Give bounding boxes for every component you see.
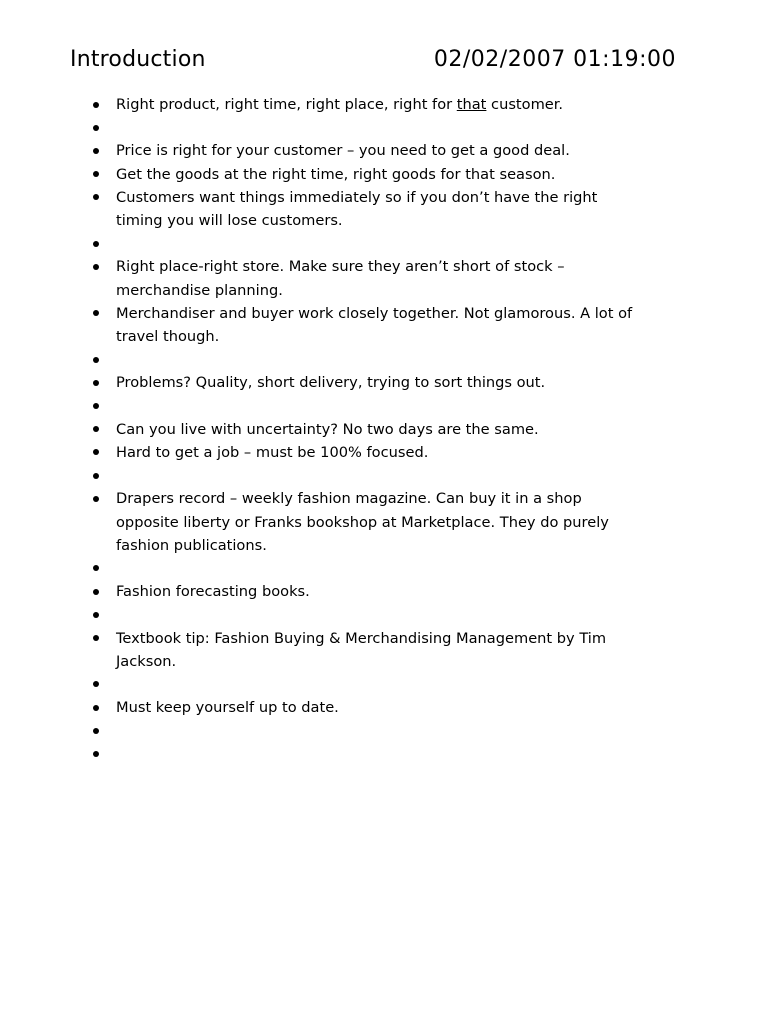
list-item-text: Drapers record – weekly fashion magazine. Can buy it in a shop opposite liberty or Franks bookshop at Marketplace. They do purely fashion publications. xyxy=(116,490,609,554)
list-item xyxy=(90,696,680,719)
bullet-icon xyxy=(93,473,99,479)
list-item xyxy=(90,371,680,394)
list-item-text: Hard to get a job – must be 100% focused. xyxy=(116,443,429,461)
page-datetime: 02/02/2007 01:19:00 xyxy=(433,47,676,72)
bullet-icon xyxy=(93,403,99,409)
list-item xyxy=(90,302,680,348)
list-item xyxy=(90,464,680,487)
list-item xyxy=(90,673,680,696)
list-item xyxy=(90,395,680,418)
bullet-icon xyxy=(93,171,99,177)
bullet-icon xyxy=(93,705,99,711)
list-item-text: Problems? Quality, short delivery, trying to sort things out. xyxy=(116,374,546,392)
list-item xyxy=(90,255,680,301)
bullet-icon xyxy=(93,194,99,200)
list-item xyxy=(90,348,680,371)
list-item xyxy=(90,719,680,742)
list-item xyxy=(90,580,680,603)
bullet-icon xyxy=(93,102,99,108)
list-item xyxy=(90,441,680,464)
list-item xyxy=(90,603,680,626)
bullet-icon xyxy=(93,380,99,386)
page-header xyxy=(70,46,676,76)
list-item xyxy=(90,232,680,255)
bullet-icon xyxy=(93,612,99,618)
list-item xyxy=(90,139,680,162)
list-item xyxy=(90,627,680,673)
list-item-text: Merchandiser and buyer work closely together. Not glamorous. A lot of travel though. xyxy=(116,304,633,345)
list-item xyxy=(90,116,680,139)
bullet-icon xyxy=(93,148,99,154)
list-item xyxy=(90,186,680,232)
list-item xyxy=(90,743,680,766)
bullet-icon xyxy=(93,310,99,316)
bullet-icon xyxy=(93,751,99,757)
bullet-icon xyxy=(93,589,99,595)
bullet-icon xyxy=(93,357,99,363)
bullet-icon xyxy=(93,565,99,571)
bullet-icon xyxy=(93,241,99,247)
bullet-icon xyxy=(93,426,99,432)
list-item-text: Must keep yourself up to date. xyxy=(116,699,339,717)
list-item-text: Can you live with uncertainty? No two days are the same. xyxy=(116,420,539,438)
list-item-text: Fashion forecasting books. xyxy=(116,583,310,601)
list-item-text: Customers want things immediately so if you don’t have the right timing you will lose customers. xyxy=(116,188,598,229)
list-item xyxy=(90,557,680,580)
list-item xyxy=(90,163,680,186)
bullet-icon xyxy=(93,728,99,734)
list-item-text: Right place-right store. Make sure they aren’t short of stock – merchandise planning. xyxy=(116,258,565,299)
list-item xyxy=(90,93,680,116)
bullet-icon xyxy=(93,496,99,502)
list-item xyxy=(90,487,680,557)
page-title: Introduction xyxy=(70,47,206,72)
bullet-icon xyxy=(93,681,99,687)
bullet-icon xyxy=(93,635,99,641)
list-item-text: Price is right for your customer – you need to get a good deal. xyxy=(116,142,570,160)
bullet-list xyxy=(90,93,680,766)
bullet-icon xyxy=(93,449,99,455)
list-item-text: Right product, right time, right place, right for that customer. xyxy=(116,96,564,113)
bullet-icon xyxy=(93,264,99,270)
list-item xyxy=(90,418,680,441)
bullet-icon xyxy=(93,125,99,131)
list-item-text: Textbook tip: Fashion Buying & Merchandising Management by Tim Jackson. xyxy=(116,629,607,670)
list-item-text: Get the goods at the right time, right goods for that season. xyxy=(116,165,556,183)
underlined-word: that xyxy=(456,96,487,113)
